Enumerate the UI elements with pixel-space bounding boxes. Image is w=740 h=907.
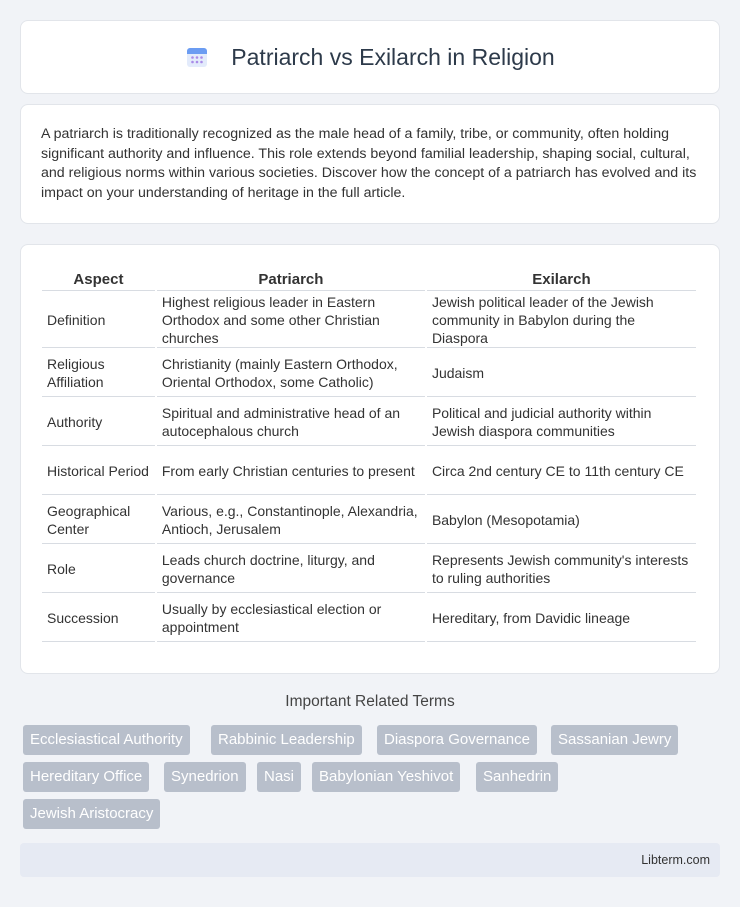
table-header-row xyxy=(42,267,696,291)
header-card xyxy=(20,20,720,94)
cell-exilarch: Jewish political leader of the Jewish community in Babylon during the Diaspora xyxy=(427,293,696,348)
cell-aspect: Succession xyxy=(42,595,155,642)
header-aspect: Aspect xyxy=(42,267,155,291)
cell-exilarch: Circa 2nd century CE to 11th century CE xyxy=(427,448,696,495)
tag-sassanian-jewry[interactable]: Sassanian Jewry xyxy=(551,725,678,755)
table-row xyxy=(42,350,696,397)
cell-patriarch: Christianity (mainly Eastern Orthodox, Oriental Orthodox, some Catholic) xyxy=(157,350,425,397)
header-patriarch: Patriarch xyxy=(157,267,425,291)
table-row xyxy=(42,595,696,642)
cell-patriarch: From early Christian centuries to present xyxy=(157,448,425,495)
tag-jewish-aristocracy[interactable]: Jewish Aristocracy xyxy=(23,799,160,829)
tag-ecclesiastical-authority[interactable]: Ecclesiastical Authority xyxy=(23,725,190,755)
cell-patriarch: Various, e.g., Constantinople, Alexandria, Antioch, Jerusalem xyxy=(157,497,425,544)
table-row xyxy=(42,497,696,544)
table-row xyxy=(42,399,696,446)
cell-patriarch: Spiritual and administrative head of an autocephalous church xyxy=(157,399,425,446)
tag-synedrion[interactable]: Synedrion xyxy=(164,762,246,792)
related-terms-title: Important Related Terms xyxy=(285,693,455,710)
cell-exilarch: Political and judicial authority within Jewish diaspora communities xyxy=(427,399,696,446)
comparison-table-card xyxy=(20,244,720,674)
cell-aspect: Religious Affiliation xyxy=(42,350,155,397)
tag-diaspora-governance[interactable]: Diaspora Governance xyxy=(377,725,537,755)
tag-hereditary-office[interactable]: Hereditary Office xyxy=(23,762,149,792)
cell-patriarch: Usually by ecclesiastical election or appointment xyxy=(157,595,425,642)
cell-aspect: Geographical Center xyxy=(42,497,155,544)
page-title: Patriarch vs Exilarch in Religion xyxy=(231,43,555,70)
cell-aspect: Historical Period xyxy=(42,448,155,495)
cell-exilarch: Represents Jewish community's interests to ruling authorities xyxy=(427,546,696,593)
cell-aspect: Authority xyxy=(42,399,155,446)
calendar-grid-icon xyxy=(185,45,209,69)
tag-babylonian-yeshivot[interactable]: Babylonian Yeshivot xyxy=(312,762,460,792)
cell-patriarch: Leads church doctrine, liturgy, and governance xyxy=(157,546,425,593)
cell-patriarch: Highest religious leader in Eastern Orthodox and some other Christian churches xyxy=(157,293,425,348)
cell-exilarch: Hereditary, from Davidic lineage xyxy=(427,595,696,642)
table-row xyxy=(42,448,696,495)
tag-rabbinic-leadership[interactable]: Rabbinic Leadership xyxy=(211,725,362,755)
cell-exilarch: Judaism xyxy=(427,350,696,397)
intro-card xyxy=(20,104,720,224)
cell-aspect: Role xyxy=(42,546,155,593)
cell-aspect: Definition xyxy=(42,293,155,348)
tag-sanhedrin[interactable]: Sanhedrin xyxy=(476,762,558,792)
footer-brand-link[interactable]: Libterm.com xyxy=(641,853,710,867)
table-row xyxy=(42,293,696,348)
header-exilarch: Exilarch xyxy=(427,267,696,291)
cell-exilarch: Babylon (Mesopotamia) xyxy=(427,497,696,544)
comparison-table xyxy=(40,265,698,644)
footer xyxy=(20,843,720,877)
tag-nasi[interactable]: Nasi xyxy=(257,762,301,792)
table-row xyxy=(42,546,696,593)
intro-text: A patriarch is traditionally recognized as the male head of a family, tribe, or community, often holding significant authority and influence. This role extends beyond familial leadership, shaping social, cultural, and religious norms within various societies. Discover how the concept of a patriarch has evolved and its impact on your understanding of heritage in the full article. xyxy=(41,126,697,201)
